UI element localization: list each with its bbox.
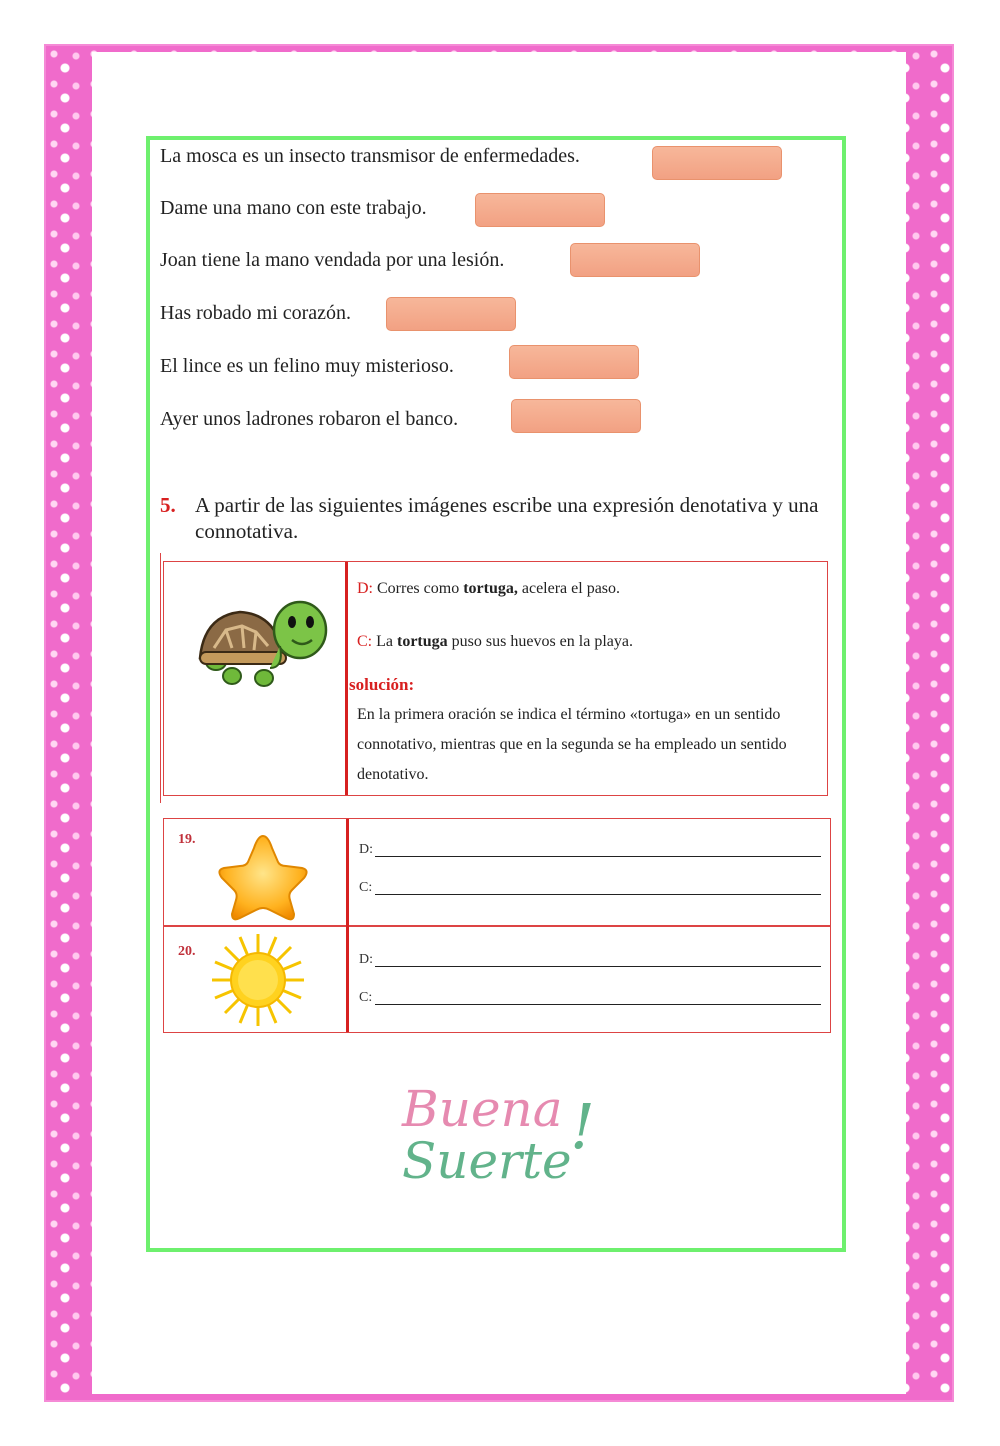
answer-box-6[interactable] <box>511 399 641 433</box>
sentence-6: Ayer unos ladrones robaron el banco. <box>160 408 459 430</box>
sentence-5: El lince es un felino muy misterioso. <box>160 355 454 377</box>
answer-line-20-c[interactable]: C: <box>359 990 821 1008</box>
exercise-number-19: 19. <box>178 832 196 847</box>
sentence-4: Has robado mi corazón. <box>160 302 352 324</box>
lettering-line-1: Buena <box>402 1080 563 1138</box>
exercise-number-20: 20. <box>178 944 196 959</box>
solution-title: solución: <box>349 675 415 694</box>
turtle-icon <box>192 596 330 691</box>
answer-box-3[interactable] <box>570 243 700 277</box>
star-icon <box>216 832 310 922</box>
answer-line-19-c[interactable]: C: <box>359 880 821 898</box>
exercise-column-divider <box>346 819 349 1032</box>
sentence-3: Joan tiene la mano vendada por una lesión. <box>160 249 505 271</box>
table-edge <box>160 553 161 803</box>
answer-box-1[interactable] <box>652 146 782 180</box>
lettering-line-2: Suerte <box>402 1132 572 1190</box>
sentence-1: La mosca es un insecto transmisor de enfermedades. <box>160 145 580 167</box>
table-divider <box>345 562 348 795</box>
answer-box-4[interactable] <box>386 297 516 331</box>
sun-icon <box>210 932 306 1028</box>
good-luck-lettering <box>380 1080 620 1210</box>
question-text: A partir de las siguientes imágenes escribe una expresión denotativa y una connotativa. <box>195 493 819 543</box>
connotative-example: C: La tortuga puso sus huevos en la playa. <box>357 633 633 650</box>
question-number: 5. <box>160 493 176 517</box>
sentence-2: Dame una mano con este trabajo. <box>160 197 427 219</box>
solution-text: En la primera oración se indica el término «tortuga» en un sentido connotativo, mientras que en la segunda se ha empleado un sentido denotativo. <box>357 706 787 783</box>
answer-box-5[interactable] <box>509 345 639 379</box>
answer-line-19-d[interactable]: D: <box>359 842 821 860</box>
denotative-example: D: Corres como tortuga, acelera el paso. <box>357 580 621 597</box>
answer-line-20-d[interactable]: D: <box>359 952 821 970</box>
lettering-exclamation: ! <box>570 1090 595 1163</box>
exercise-row-divider <box>163 925 831 927</box>
answer-box-2[interactable] <box>475 193 605 227</box>
